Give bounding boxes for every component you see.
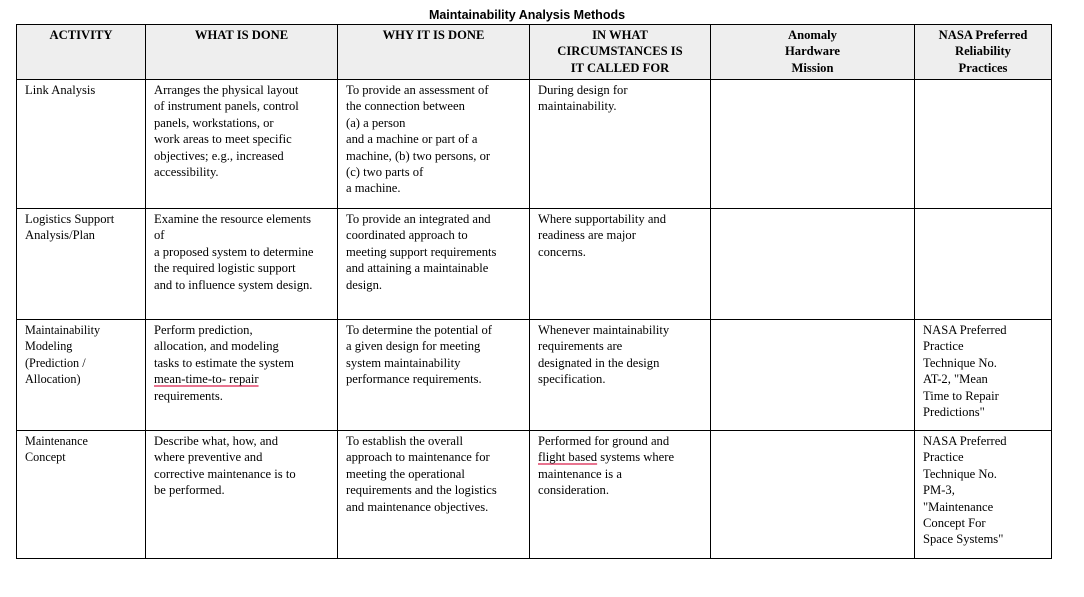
cell-line: requirements are — [538, 339, 623, 354]
header-why-label: WHY IT IS DONE — [382, 28, 485, 42]
cell-line: Concept For — [923, 516, 986, 531]
cell-line: During design for — [538, 83, 628, 97]
cell-line: machine, (b) two persons, or — [346, 148, 491, 163]
cell-line: coordinated approach to — [346, 228, 468, 243]
cell-line: Arranges the physical layout — [154, 83, 299, 97]
cell-line: allocation, and modeling — [154, 339, 279, 354]
header-circumstances-line: CIRCUMSTANCES IS — [557, 44, 683, 59]
what-cell — [146, 431, 338, 559]
cell-line: Technique No. — [923, 355, 997, 370]
cell-line: a machine. — [346, 181, 401, 196]
circumstances-cell — [530, 320, 711, 431]
cell-line: Technique No. — [923, 466, 997, 481]
cell-line: work areas to meet specific — [154, 132, 292, 147]
cell-line: system maintainability — [346, 355, 461, 370]
cell-line: (c) two parts of — [346, 165, 424, 180]
cell-line: a given design for meeting — [346, 339, 481, 354]
cell-line: Allocation) — [25, 372, 81, 387]
header-anomaly-line: Mission — [791, 60, 834, 75]
header-nasa-preferred — [915, 25, 1052, 80]
cell-line: maintainability. — [538, 99, 617, 114]
cell-line: approach to maintenance for — [346, 450, 490, 465]
header-anomaly-line: Anomaly — [788, 28, 837, 42]
header-nasa-line: NASA Preferred — [938, 28, 1028, 42]
header-anomaly — [711, 25, 915, 80]
why-cell — [338, 431, 530, 559]
cell-line: and to influence system design. — [154, 277, 313, 292]
cell-line: Performed for ground and — [538, 434, 670, 448]
cell-line: designated in the design — [538, 355, 660, 370]
cell-line: corrective maintenance is to — [154, 466, 296, 481]
table-row — [17, 80, 1052, 209]
cell-line: the connection between — [346, 99, 465, 114]
cell-line — [538, 449, 704, 465]
table-row — [17, 320, 1052, 431]
cell-line: (Prediction / — [25, 355, 86, 370]
cell-line: performance requirements. — [346, 372, 482, 387]
table-row — [17, 209, 1052, 320]
cell-line: Examine the resource elements — [154, 212, 312, 226]
cell-line: Maintainability — [25, 323, 101, 337]
cell-line: meeting support requirements — [346, 244, 497, 259]
nasa-practice-cell — [915, 209, 1052, 320]
cell-line: and a machine or part of a — [346, 132, 478, 147]
cell-line: panels, workstations, or — [154, 115, 274, 130]
cell-line-rest: systems where — [597, 450, 675, 465]
cell-line: tasks to estimate the system — [154, 355, 294, 370]
cell-line: NASA Preferred — [923, 434, 1007, 448]
header-activity — [17, 25, 146, 80]
why-cell — [338, 80, 530, 209]
cell-line: Link Analysis — [25, 83, 96, 97]
cell-line: specification. — [538, 372, 606, 387]
cell-line: and maintenance objectives. — [346, 499, 489, 514]
nasa-practice-cell — [915, 320, 1052, 431]
header-what-label: WHAT IS DONE — [194, 28, 289, 42]
activity-cell — [17, 80, 146, 209]
cell-line: a proposed system to determine — [154, 244, 314, 259]
cell-line: AT-2, "Mean — [923, 372, 988, 387]
what-cell — [146, 320, 338, 431]
nasa-practice-cell — [915, 80, 1052, 209]
anomaly-cell — [711, 80, 915, 209]
header-anomaly-line: Hardware — [784, 44, 841, 59]
cell-line: Space Systems" — [923, 532, 1004, 547]
cell-line: To determine the potential of — [346, 323, 492, 337]
activity-cell — [17, 209, 146, 320]
cell-line: of instrument panels, control — [154, 99, 299, 114]
cell-line: Maintenance — [25, 434, 88, 448]
cell-line: Perform prediction, — [154, 323, 253, 337]
cell-line: To provide an integrated and — [346, 212, 491, 226]
why-cell — [338, 209, 530, 320]
spellcheck-flagged-text: flight based — [538, 450, 598, 465]
cell-line: Concept — [25, 450, 66, 465]
cell-line: requirements. — [154, 388, 223, 403]
cell-line: Whenever maintainability — [538, 323, 670, 337]
header-why-it-is-done — [338, 25, 530, 80]
cell-line: To establish the overall — [346, 434, 463, 448]
spellcheck-flagged-text: mean-time-to- repair — [154, 372, 259, 387]
cell-line: readiness are major — [538, 228, 636, 243]
header-what-is-done — [146, 25, 338, 80]
cell-line: and attaining a maintainable — [346, 261, 489, 276]
cell-line: Practice — [923, 339, 964, 354]
nasa-practice-cell — [915, 431, 1052, 559]
maintainability-methods-table — [16, 24, 1052, 559]
cell-line: (a) a person — [346, 115, 406, 130]
cell-line: Logistics Support — [25, 212, 115, 226]
cell-line: maintenance is a — [538, 466, 622, 481]
cell-line: NASA Preferred — [923, 323, 1007, 337]
cell-line — [154, 371, 331, 387]
document-title: Maintainability Analysis Methods — [428, 8, 626, 22]
why-cell — [338, 320, 530, 431]
cell-line: objectives; e.g., increased — [154, 148, 284, 163]
what-cell — [146, 209, 338, 320]
cell-line: concerns. — [538, 244, 586, 259]
header-circumstances-line: IN WHAT — [592, 28, 648, 42]
circumstances-cell — [530, 209, 711, 320]
cell-line: Describe what, how, and — [154, 434, 279, 448]
cell-line: where preventive and — [154, 450, 263, 465]
header-nasa-line: Reliability — [955, 44, 1011, 59]
header-row — [17, 25, 1052, 80]
header-circumstances-line: IT CALLED FOR — [570, 60, 670, 75]
activity-cell — [17, 320, 146, 431]
circumstances-cell — [530, 431, 711, 559]
cell-line: Practice — [923, 450, 964, 465]
table-row — [17, 431, 1052, 559]
cell-line: Predictions" — [923, 405, 985, 420]
cell-line: PM-3, — [923, 483, 955, 498]
cell-line: the required logistic support — [154, 261, 296, 276]
header-nasa-line: Practices — [958, 60, 1008, 75]
cell-line: Where supportability and — [538, 212, 666, 226]
cell-line: of — [154, 228, 165, 243]
cell-line: Time to Repair — [923, 388, 999, 403]
anomaly-cell — [711, 209, 915, 320]
cell-line: Modeling — [25, 339, 73, 354]
cell-line: consideration. — [538, 483, 609, 498]
cell-line: accessibility. — [154, 165, 219, 180]
activity-cell — [17, 431, 146, 559]
anomaly-cell — [711, 431, 915, 559]
circumstances-cell — [530, 80, 711, 209]
cell-line: "Maintenance — [923, 499, 994, 514]
what-cell — [146, 80, 338, 209]
cell-line: design. — [346, 277, 383, 292]
header-activity-label: ACTIVITY — [49, 28, 113, 42]
anomaly-cell — [711, 320, 915, 431]
cell-line: be performed. — [154, 483, 225, 498]
cell-line: To provide an assessment of — [346, 83, 489, 97]
cell-line: Analysis/Plan — [25, 228, 95, 243]
header-circumstances — [530, 25, 711, 80]
cell-line: requirements and the logistics — [346, 483, 497, 498]
cell-line: meeting the operational — [346, 466, 465, 481]
